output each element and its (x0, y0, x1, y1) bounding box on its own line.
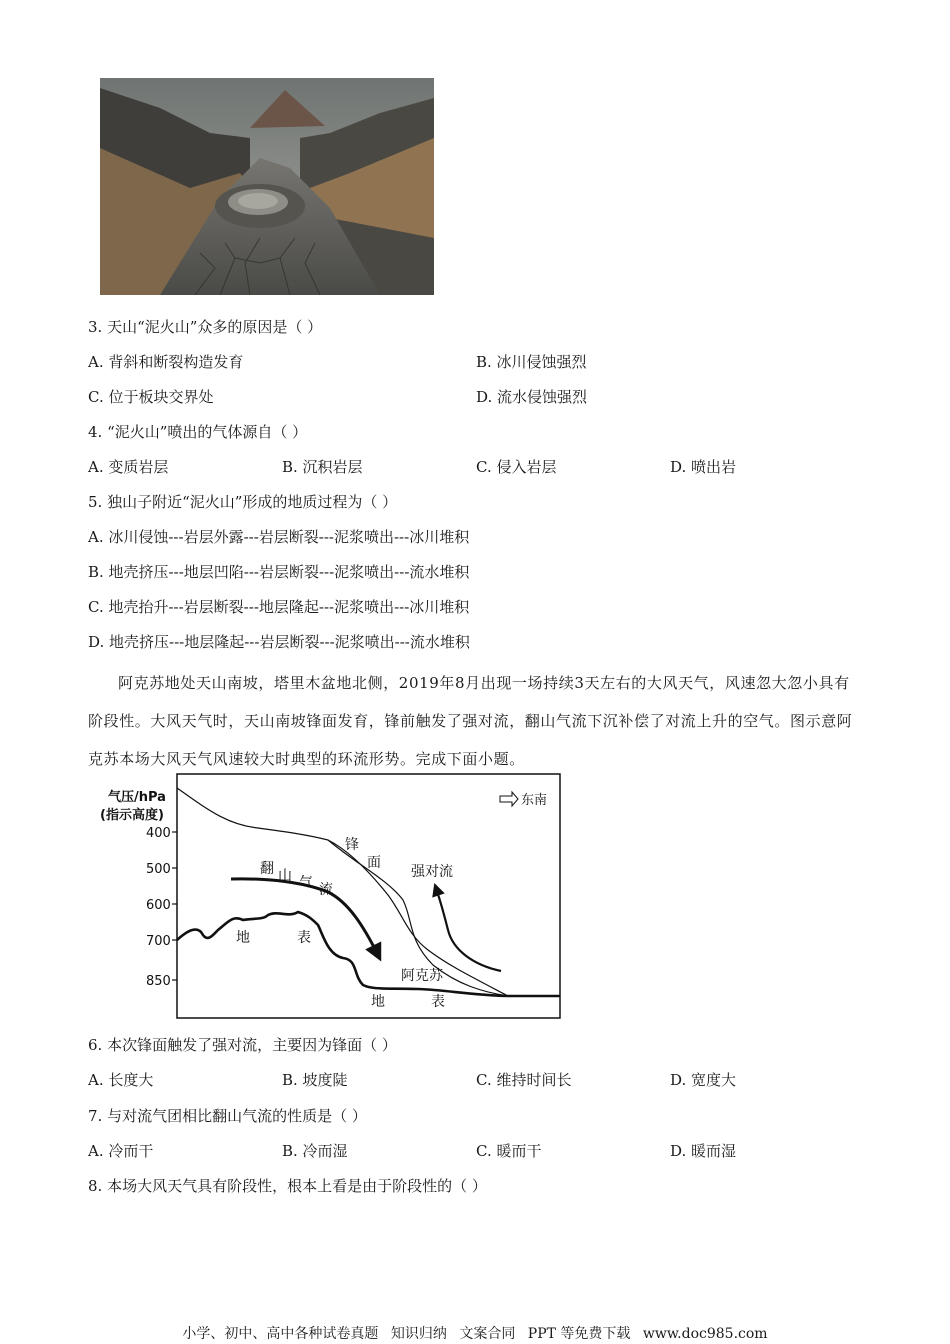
q6-option-b[interactable]: B. 坡度陡 (282, 1071, 348, 1089)
ground-surface-line (177, 912, 560, 996)
surface-label-3: 地 (371, 994, 385, 1010)
q5-option-a[interactable]: A. 冰川侵蚀---岩层外露---岩层断裂---泥浆喷出---冰川堆积 (88, 528, 470, 546)
q5-option-c[interactable]: C. 地壳抬升---岩层断裂---地层隆起---泥浆喷出---冰川堆积 (88, 598, 470, 616)
question-4-stem: 4. “泥火山”喷出的气体源自（ ） (88, 423, 308, 441)
airflow-label-2: 山 (278, 868, 292, 884)
tick-700: 700 (146, 934, 171, 949)
q3-option-b[interactable]: B. 冰川侵蚀强烈 (476, 353, 587, 371)
direction-arrow-icon (500, 792, 518, 806)
q7-option-d[interactable]: D. 暖而湿 (670, 1142, 737, 1160)
question-6-stem: 6. 本次锋面触发了强对流，主要因为锋面（ ） (88, 1036, 397, 1054)
front-label-1: 锋 (345, 837, 359, 853)
tick-500: 500 (146, 862, 171, 877)
footer-item: 小学、初中、高中各种试卷真题 (182, 1326, 379, 1342)
footer-link[interactable]: www.doc985.com (642, 1326, 768, 1342)
q6-option-a[interactable]: A. 长度大 (88, 1071, 154, 1089)
airflow-label-3: 气 (299, 875, 313, 891)
front-line (177, 788, 560, 996)
city-label: 阿克苏 (401, 968, 443, 984)
surface-label-1: 地 (236, 930, 250, 946)
q4-option-b[interactable]: B. 沉积岩层 (282, 458, 363, 476)
question-3-stem: 3. 天山“泥火山”众多的原因是（ ） (88, 318, 323, 336)
q5-option-d[interactable]: D. 地壳挤压---地层隆起---岩层断裂---泥浆喷出---流水堆积 (88, 633, 470, 651)
tick-400: 400 (146, 826, 171, 841)
q5-option-b[interactable]: B. 地壳挤压---地层凹陷---岩层断裂---泥浆喷出---流水堆积 (88, 563, 470, 581)
airflow-label-1: 翻 (260, 861, 274, 877)
convection-arrow (436, 888, 501, 971)
q4-option-d[interactable]: D. 喷出岩 (670, 458, 737, 476)
surface-label-2: 表 (297, 930, 311, 946)
y-axis-sublabel: (指示高度) (100, 808, 164, 823)
question-8-stem: 8. 本场大风天气具有阶段性，根本上看是由于阶段性的（ ） (88, 1177, 487, 1195)
front-label-2: 面 (367, 855, 381, 871)
circulation-diagram (88, 770, 568, 1022)
footer-item: 知识归纳 (390, 1326, 447, 1342)
direction-label: 东南 (521, 793, 548, 808)
surface-label-4: 表 (431, 994, 445, 1010)
q3-option-a[interactable]: A. 背斜和断裂构造发育 (88, 353, 244, 371)
q3-option-c[interactable]: C. 位于板块交界处 (88, 388, 214, 406)
tick-850: 850 (146, 974, 171, 989)
q4-option-a[interactable]: A. 变质岩层 (88, 458, 169, 476)
q3-option-d[interactable]: D. 流水侵蚀强烈 (476, 388, 588, 406)
reading-passage: 阿克苏地处天山南坡，塔里木盆地北侧，2019年8月出现一场持续3天左右的大风天气，风速忽大忽小具有阶段性。大风天气时，天山南坡锋面发育，锋前触发了强对流，翻山气流下沉补偿了对流上升的空气。图示意阿克苏本场大风天气风速较大时典型的环流形势。完成下面小题。 (88, 674, 853, 768)
question-7-stem: 7. 与对流气团相比翻山气流的性质是（ ） (88, 1107, 367, 1125)
y-axis-label: 气压/hPa (108, 790, 166, 805)
footer-item: PPT 等免费下载 (527, 1326, 631, 1342)
q7-option-c[interactable]: C. 暖而干 (476, 1142, 542, 1160)
q4-option-c[interactable]: C. 侵入岩层 (476, 458, 557, 476)
airflow-label-4: 流 (319, 882, 333, 898)
diagram-frame (177, 774, 560, 1018)
footer (0, 1323, 950, 1343)
convection-label: 强对流 (411, 864, 453, 880)
tick-600: 600 (146, 898, 171, 913)
question-5-stem: 5. 独山子附近“泥火山”形成的地质过程为（ ） (88, 493, 398, 511)
mud-volcano-photo (100, 78, 434, 295)
footer-item: 文案合同 (459, 1326, 516, 1342)
q6-option-d[interactable]: D. 宽度大 (670, 1071, 737, 1089)
q7-option-a[interactable]: A. 冷而干 (88, 1142, 154, 1160)
q7-option-b[interactable]: B. 冷而湿 (282, 1142, 348, 1160)
q6-option-c[interactable]: C. 维持时间长 (476, 1071, 572, 1089)
